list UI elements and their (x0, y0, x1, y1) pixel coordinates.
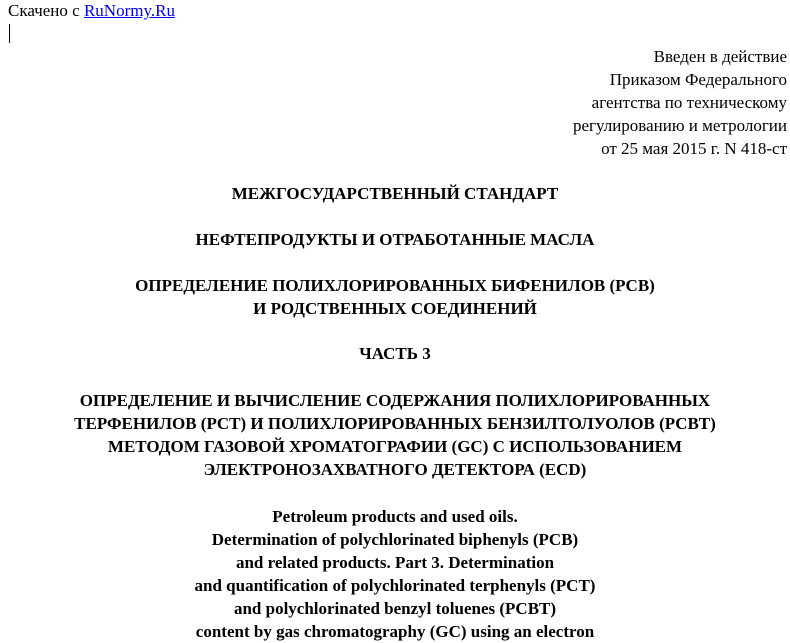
english-title-line: content by gas chromatography (GC) using an electron (195, 622, 595, 641)
products-heading (0, 228, 790, 251)
enactment-note (573, 45, 787, 160)
pcb-heading-line: ОПРЕДЕЛЕНИЕ ПОЛИХЛОРИРОВАННЫХ БИФЕНИЛОВ (PCB) (135, 276, 655, 295)
part-heading (0, 342, 790, 365)
english-title (0, 505, 790, 643)
source-line (8, 1, 175, 21)
english-title-line: Determination of polychlorinated biphenyls (PCB) (211, 530, 579, 549)
runormy-link[interactable]: RuNormy.Ru (83, 1, 175, 20)
english-title-line: Petroleum products and used oils. (272, 507, 518, 526)
text-cursor (9, 24, 10, 43)
standard-heading-text: МЕЖГОСУДАРСТВЕННЫЙ СТАНДАРТ (231, 184, 559, 203)
pcb-heading-line: И РОДСТВЕННЫХ СОЕДИНЕНИЙ (253, 299, 537, 318)
english-title-line: and polychlorinated benzyl toluenes (PCBT) (233, 599, 557, 618)
enactment-line: от 25 мая 2015 г. N 418-ст (601, 139, 787, 158)
method-heading-line: МЕТОДОМ ГАЗОВОЙ ХРОМАТОГРАФИИ (GC) С ИСПОЛЬЗОВАНИЕМ (107, 437, 683, 456)
standard-heading (0, 182, 790, 205)
method-heading-line: ТЕРФЕНИЛОВ (PCT) И ПОЛИХЛОРИРОВАННЫХ БЕНЗИЛТОЛУОЛОВ (PCBT) (74, 414, 716, 433)
source-prefix: Скачено с (8, 1, 80, 20)
enactment-line: агентства по техническому (591, 93, 787, 112)
enactment-line: Приказом Федерального (609, 70, 787, 89)
method-heading-line: ОПРЕДЕЛЕНИЕ И ВЫЧИСЛЕНИЕ СОДЕРЖАНИЯ ПОЛИХЛОРИРОВАННЫХ (79, 391, 711, 410)
method-heading (0, 389, 790, 481)
english-title-line: and related products. Part 3. Determination (235, 553, 555, 572)
enactment-line: регулированию и метрологии (572, 116, 787, 135)
pcb-heading (0, 274, 790, 320)
method-heading-line: ЭЛЕКТРОНОЗАХВАТНОГО ДЕТЕКТОРА (ECD) (203, 460, 587, 479)
products-heading-text: НЕФТЕПРОДУКТЫ И ОТРАБОТАННЫЕ МАСЛА (195, 230, 595, 249)
enactment-line: Введен в действие (653, 47, 787, 66)
english-title-line: and quantification of polychlorinated terphenyls (PCT) (194, 576, 596, 595)
part-heading-text: ЧАСТЬ 3 (359, 344, 431, 363)
